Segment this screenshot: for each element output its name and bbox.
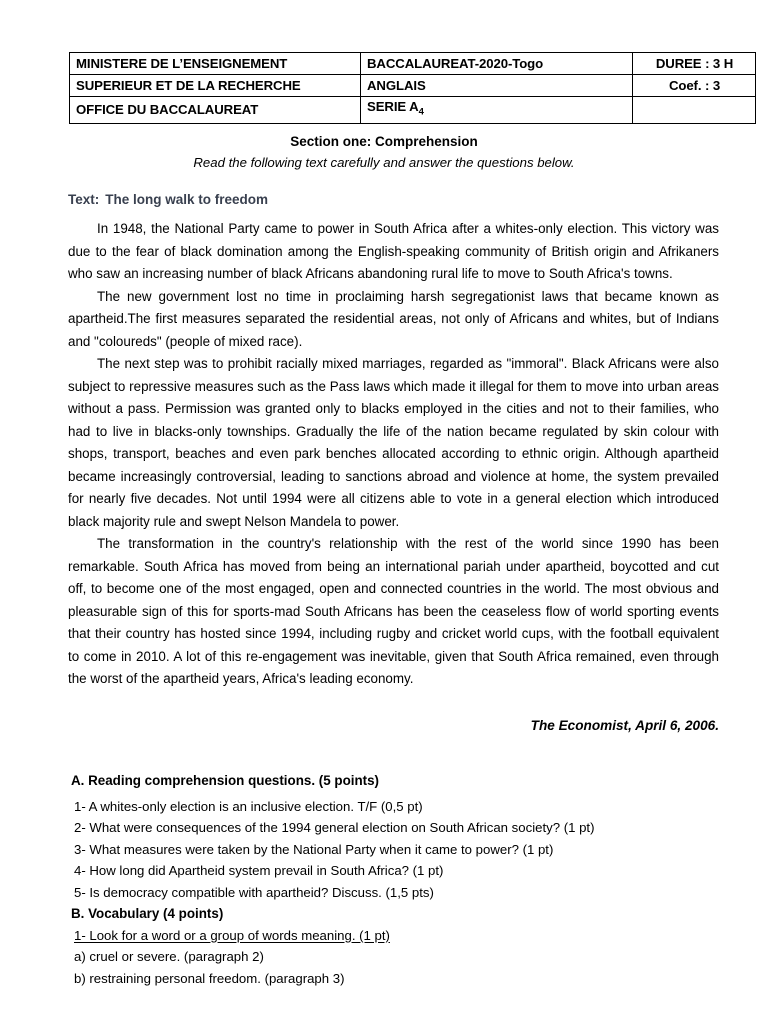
serie-label: SERIE A: [367, 99, 419, 114]
reading-passage: [68, 218, 719, 691]
duration-cell: DUREE : 3 H: [633, 53, 756, 75]
table-row: [70, 97, 756, 124]
coefficient-cell: Coef. : 3: [633, 75, 756, 97]
section-a-heading: A. Reading comprehension questions. (5 points): [71, 773, 380, 788]
ministry-line-1: MINISTERE DE L’ENSEIGNEMENT: [70, 53, 361, 75]
exam-header-table: [69, 52, 756, 124]
question-item-2: 2- What were consequences of the 1994 general election on South African society? (1 pt): [74, 820, 595, 835]
passage-attribution: The Economist, April 6, 2006.: [530, 718, 719, 733]
serie-subscript: 4: [418, 106, 424, 118]
question-item-3: 3- What measures were taken by the National Party when it came to power? (1 pt): [74, 841, 554, 857]
vocabulary-prompt: 1- Look for a word or a group of words meaning. (1 pt): [74, 927, 390, 943]
section-title: Section one: Comprehension: [290, 134, 478, 149]
text-label: Text:: [68, 192, 100, 207]
empty-cell: [633, 97, 756, 124]
passage-paragraph-4: The transformation in the country's relationship with the rest of the world since 1990 has been remarkable. South Africa has moved from being an international pariah under apartheid, boycotted and cut off, to become one of the most engaged, open and connected countries in the world. The most obvious and pleasurable sign of this for sports-mad South Africans has been the ceaseless flow of world sporting events that their country has hosted since 1994, including rugby and cricket world cups, with the football equivalent to come in 2010. A lot of this re-engagement was inevitable, given that South Africa remained, even through the worst of the apartheid years, Africa's leading economy.: [68, 536, 719, 686]
exam-name-cell: BACCALAUREAT-2020-Togo: [361, 53, 633, 75]
table-row: [70, 75, 756, 97]
office-cell: OFFICE DU BACCALAUREAT: [70, 97, 361, 124]
section-instruction: Read the following text carefully and answer the questions below.: [193, 155, 575, 170]
passage-paragraph-2: The new government lost no time in proclaiming harsh segregationist laws that became known as apartheid.The first measures separated the residential areas, not only of Africans and whites, but of Indians and "coloureds" (people of mixed race).: [68, 288, 719, 349]
question-item-1: 1- A whites-only election is an inclusive election. T/F (0,5 pt): [74, 798, 423, 814]
serie-cell: [361, 97, 633, 124]
questions-section: [71, 770, 731, 989]
vocabulary-item-a: a) cruel or severe. (paragraph 2): [74, 949, 264, 964]
passage-paragraph-3: The next step was to prohibit racially mixed marriages, regarded as "immoral". Black Africans were also subject to repressive measures such as the Pass laws which made it illegal for them to move into urban areas without a pass. Permission was granted only to blacks employed in the cities and not to their families, who had to live in blacks-only townships. Gradually the life of the nation became regulated by skin colour with shops, transport, beaches and even park benches allocated according to ethnic origin. Although apartheid became increasingly controversial, leading to sanctions abroad and violence at home, the system prevailed for nearly five decades. Not until 1994 were all citizens able to vote in a general election which introduced black majority rule and swept Nelson Mandela to power.: [68, 356, 719, 529]
text-title-value: The long walk to freedom: [105, 192, 269, 207]
table-row: [70, 53, 756, 75]
vocabulary-item-b: b) restraining personal freedom. (paragraph 3): [74, 970, 345, 986]
subject-cell: ANGLAIS: [361, 75, 633, 97]
question-item-4: 4- How long did Apartheid system prevail in South Africa? (1 pt): [74, 863, 444, 878]
ministry-line-2: SUPERIEUR ET DE LA RECHERCHE: [70, 75, 361, 97]
passage-paragraph-1: In 1948, the National Party came to power in South Africa after a whites-only election. This victory was due to the fear of black domination among the English-speaking community of British origin and Afrikaners who saw an increasing number of black Africans abandoning rural life to move to South Africa's towns.: [68, 221, 719, 281]
question-item-5: 5- Is democracy compatible with apartheid? Discuss. (1,5 pts): [74, 884, 434, 900]
section-b-heading: B. Vocabulary (4 points): [71, 906, 224, 921]
text-heading: [68, 192, 268, 207]
